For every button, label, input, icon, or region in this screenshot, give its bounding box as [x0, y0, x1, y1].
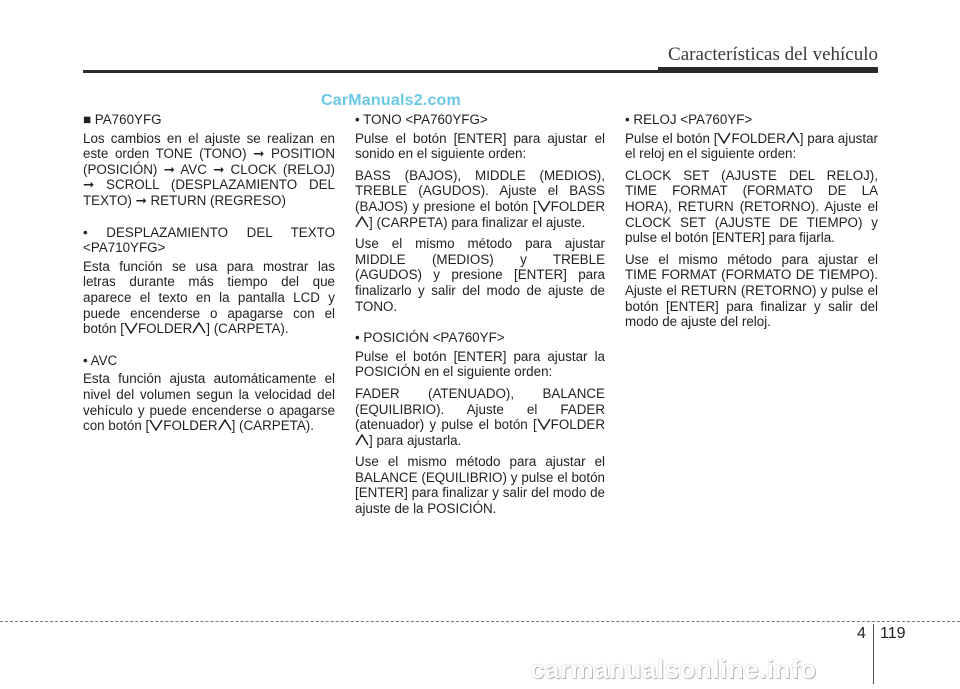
chevron-up-icon: [355, 434, 369, 446]
section-heading: • RELOJ <PA760YF>: [625, 112, 753, 127]
section-heading: • POSICIÓN <PA760YF>: [355, 330, 505, 346]
text-run: ] (CARPETA) para finalizar el ajuste.: [369, 214, 586, 230]
section-heading: • DESPLAZAMIENTO DEL TEXTO <PA710YFG>: [83, 224, 335, 256]
chevron-down-icon: [537, 418, 551, 430]
text-run: BASS (BAJOS), MIDDLE (MEDIOS), TREBLE (AGUDOS). Ajuste el BASS (BAJOS) y presione el botón [: [355, 167, 605, 214]
text-run: Esta función se usa para mostrar las letras durante más tiempo del que aparece el texto en la pantalla LCD y puede encenderse o apagarse con el botón [: [83, 258, 335, 337]
chevron-up-icon: [218, 419, 232, 431]
paragraph: CLOCK SET (AJUSTE DEL RELOJ), TIME FORMAT (FORMATO DE LA HORA), RETURN (RETORNO). Ajuste el CLOCK SET (AJUSTE DE TIEMPO) y pulse el botón [ENTER] para fijarla.: [625, 167, 878, 246]
chevron-down-icon: [717, 132, 731, 144]
paragraph: [355, 386, 605, 448]
folder-label: FOLDER: [550, 417, 605, 433]
footer-divider: [0, 621, 960, 622]
chevron-up-icon: [192, 322, 206, 334]
header-rule: [83, 70, 878, 73]
chapter-number: 4: [857, 625, 866, 642]
column-2: [355, 112, 605, 523]
page-number-separator: [873, 624, 874, 684]
paragraph: Pulse el botón [ENTER] para ajustar la POSICIÓN en el siguiente orden:: [355, 348, 605, 380]
column-3: [625, 112, 878, 336]
text-run: Pulse el botón [: [625, 130, 718, 146]
paragraph: Use el mismo método para ajustar el TIME FORMAT (FORMATO DE TIEMPO). Ajuste el RETURN (RETORNO) y pulse el botón [ENTER] para finalizar y salir del modo de ajuste del reloj.: [625, 251, 878, 330]
paragraph: [625, 131, 878, 162]
folder-label: FOLDER: [731, 130, 786, 146]
paragraph: [83, 259, 335, 337]
chevron-up-icon: [786, 132, 800, 144]
paragraph: Los cambios en el ajuste se realizan en este orden TONE (TONO) ➞ POSITION (POSICIÓN) ➞ AVC ➞ CLOCK (RELOJ) ➞ SCROLL (DESPLAZAMIENTO DEL TEXTO) ➞ RETURN (REGRESO): [83, 130, 335, 208]
watermark-top: CarManuals2.com: [321, 92, 461, 109]
paragraph: [83, 371, 335, 433]
text-run: ] (CARPETA).: [231, 418, 314, 434]
text-run: ] para ajustarla.: [369, 432, 462, 448]
page-section-title: Características del vehículo: [668, 44, 878, 65]
text-run: ] (CARPETA).: [206, 321, 289, 337]
column-1: [83, 112, 335, 440]
paragraph: Use el mismo método para ajustar MIDDLE (MEDIOS) y TREBLE (AGUDOS) y presione [ENTER] para finalizarlo y salir del modo de ajuste de TONO.: [355, 236, 605, 314]
text-run: Esta función ajusta automáticamente el nivel del volumen segun la velocidad del vehículo y puede encenderse o apagarse con botón [: [83, 371, 335, 434]
folder-label: FOLDER: [137, 321, 193, 337]
section-heading: • AVC: [83, 352, 118, 368]
text-run: FADER (ATENUADO), BALANCE (EQUILIBRIO). Ajuste el FADER (atenuador) y pulse el botón [: [355, 385, 605, 433]
page-number: 119: [880, 625, 906, 642]
chevron-down-icon: [537, 200, 551, 212]
chevron-down-icon: [124, 322, 138, 334]
chevron-down-icon: [149, 419, 163, 431]
chevron-up-icon: [355, 216, 369, 228]
section-heading: • TONO <PA760YFG>: [355, 112, 488, 127]
watermark-bottom: carmanualsonline.info: [530, 654, 817, 684]
paragraph: [355, 168, 605, 230]
paragraph: Pulse el botón [ENTER] para ajustar el sonido en el siguiente orden:: [355, 130, 605, 162]
text-run: ] para ajustar el reloj en el siguiente orden:: [625, 130, 879, 162]
paragraph: Use el mismo método para ajustar el BALANCE (EQUILIBRIO) y pulse el botón [ENTER] para finalizar y salir del modo de ajuste de la POSICIÓN.: [355, 454, 605, 517]
folder-label: FOLDER: [163, 418, 218, 434]
section-heading: ■ PA760YFG: [83, 112, 162, 127]
folder-label: FOLDER: [550, 198, 605, 214]
